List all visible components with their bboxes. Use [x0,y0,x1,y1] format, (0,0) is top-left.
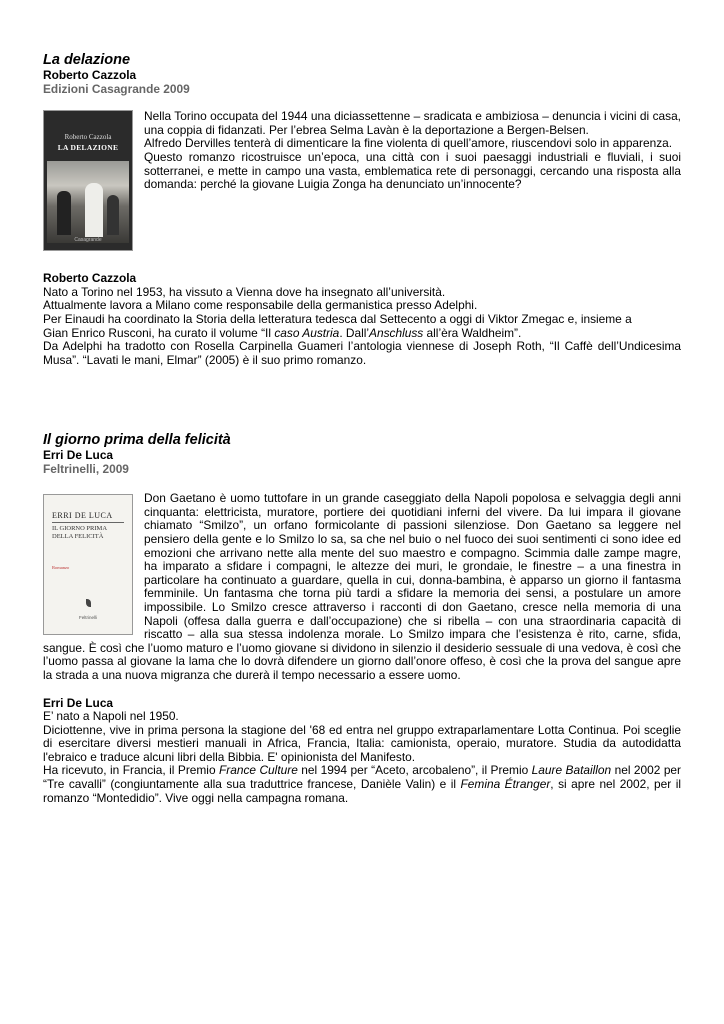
book-publisher: Edizioni Casagrande 2009 [43,81,190,96]
cover-genre-text: Romanzo [52,565,70,571]
book-title: Il giorno prima della felicità [43,432,231,448]
bio-italic-text: Anschluss [369,325,424,340]
book-description [144,110,681,192]
bio-text: , si apre nel 2002, per il romanzo “Montedidio”. Vive oggi nella campagna romana. [43,777,682,805]
bio-italic-text: Laure Bataillon [531,763,612,778]
bio-line: Attualmente lavora a Milano come responsabile della germanistica presso Adelphi. [43,298,478,313]
bio-line: Per Einaudi ha coordinato la Storia della letteratura tedesca dal Settecento a oggi di Viktor Zmegac e, insieme a [43,311,632,326]
author-bio [43,697,681,806]
bio-heading: Roberto Cazzola [43,271,137,286]
cover-publisher-text: Casagrande [74,236,102,243]
description-paragraph: Alfredo Dervilles tenterà di dimenticare la fine violenta di quell’amore, riuscendovi solo in apparenza. [144,136,673,151]
cover-photo [47,161,129,243]
bio-heading: Erri De Luca [43,695,114,710]
cover-title-text [52,525,107,541]
author-bio [43,272,681,367]
description-paragraph: Questo romanzo ricostruisce un’epoca, una città con i suoi paesaggi industriali e fluviali, i suoi sotterranei, e mette in campo una vasta, emblematica rete di personaggi, cercando una risposta alla domanda: perché la giovane Luigia Zonga ha denunciato un’innocente? [144,149,681,192]
publisher-logo-icon [86,599,91,607]
bio-text: nel 1994 per “Aceto, arcobaleno”, il Premio [297,763,532,778]
bio-line: E’ nato a Napoli nel 1950. [43,709,179,724]
bio-line [43,327,681,341]
cover-author-text: ERRI DE LUCA [52,511,113,521]
book-publisher: Feltrinelli, 2009 [43,461,129,476]
cover-title-line: IL GIORNO PRIMA [52,525,108,533]
bio-italic-text: France Culture [219,763,298,778]
bio-text: nel 2002 per “Tre cavalli” (congiuntamente alla sua traduttrice francese, Danièle Valin) e il [43,763,682,792]
bio-text: all’èra Waldheim”. [423,325,522,340]
book-description: Don Gaetano è uomo tuttofare in un grande caseggiato della Napoli popolosa e selvaggia degli anni cinquanta: elettricista, muratore, portiere dei quotidiani inferni del vivere. Da lui impara il giovane chiamato “Smilzo”, un orfano formicolante di passioni silenziose. Don Gaetano sa leggere nel pensiero della gente e lo Smilzo lo sa, sa che nel buio o nel fuoco dei suoi sentimenti ci sono idee ed emozioni che arrivano nette alla mente del suo maestro e compagno. Scimmia dalle zampe magre, ha imparato a sfidare i compagni, le altezze dei muri, le grondaie, le finestre – a una finestra in particolare ha continuato a guardare, quella in cui, donna-bambina, è apparso un giorno il fantasma femminile. Un fantasma che torna più tardi a sfidare la memoria dei sensi, a postulare un amore impossibile. Lo Smilzo cresce attraverso i racconti di don Gaetano, cresce nella memoria di una Napoli (offesa dalla guerra e dall’occupazione) che si ribella – con una straordinaria capacità di riscatto – alla sua stessa indolenza morale. Lo Smilzo impara che l’esistenza è rito, carne, sfida, sangue. È così che l’uomo maturo e l’uomo giovane si dividono in silenzio il desiderio sessuale di una vedova, è così che l’uomo passa al giovane la lama che lo dovrà difendere un giorno dall’onore offeso, è così che la prova del sangue apre la strada a una nuova migranza che durerà il tempo necessario a essere uomo. [43,491,681,682]
cover-publisher-text: Feltrinelli [78,615,97,621]
cover-title-text: LA DELAZIONE [57,143,119,153]
bio-line: Da Adelphi ha tradotto con Rosella Carpinella Guameri l’antologia viennese di Joseph Roth, “Il Caffè dell’Undicesima Musa”. “Lavati le mani, Elmar” (2005) è il suo primo romanzo. [43,339,681,367]
book-cover-image [43,494,133,635]
book-description-wrap [43,492,681,682]
description-paragraph: Nella Torino occupata del 1944 una diciassettenne – sradicata e ambiziosa – denuncia i vicini di casa, una coppia di fidanzati. Per l’ebrea Selma Lavàn è la deportazione a Bergen-Belsen. [144,109,681,137]
book-entry-il-giorno-prima [43,432,681,805]
bio-line [43,764,681,805]
cover-title-line: DELLA FELICITÀ [52,533,104,541]
bio-line: Nato a Torino nel 1953, ha vissuto a Vienna dove ha insegnato all’università. [43,284,446,299]
book-cover-image [43,110,133,251]
cover-rule [52,522,124,523]
book-author: Erri De Luca [43,448,114,462]
bio-text: . Dall’ [339,325,370,340]
cover-author-text: Roberto Cazzola [64,133,112,142]
book-title: La delazione [43,52,131,68]
bio-italic-text: Femina Étranger [460,777,551,792]
bio-text: Ha ricevuto, in Francia, il Premio [43,763,220,778]
bio-line: Diciottenne, vive in prima persona la stagione del '68 ed entra nel gruppo extraparlamentare Lotta Continua. Poi sceglie di esercitare diversi mestieri manuali in Africa, Francia, Italia: camionista, operaio, muratore. Studia da autodidatta l'ebraico e traduce alcuni libri della Bibbia. E' opinionista del Manifesto. [43,722,681,764]
book-entry-la-delazione [43,52,681,367]
bio-text: Gian Enrico Rusconi, ha curato il volume “Il [43,325,275,340]
book-author: Roberto Cazzola [43,68,137,82]
bio-italic-text: caso Austria [274,325,340,340]
